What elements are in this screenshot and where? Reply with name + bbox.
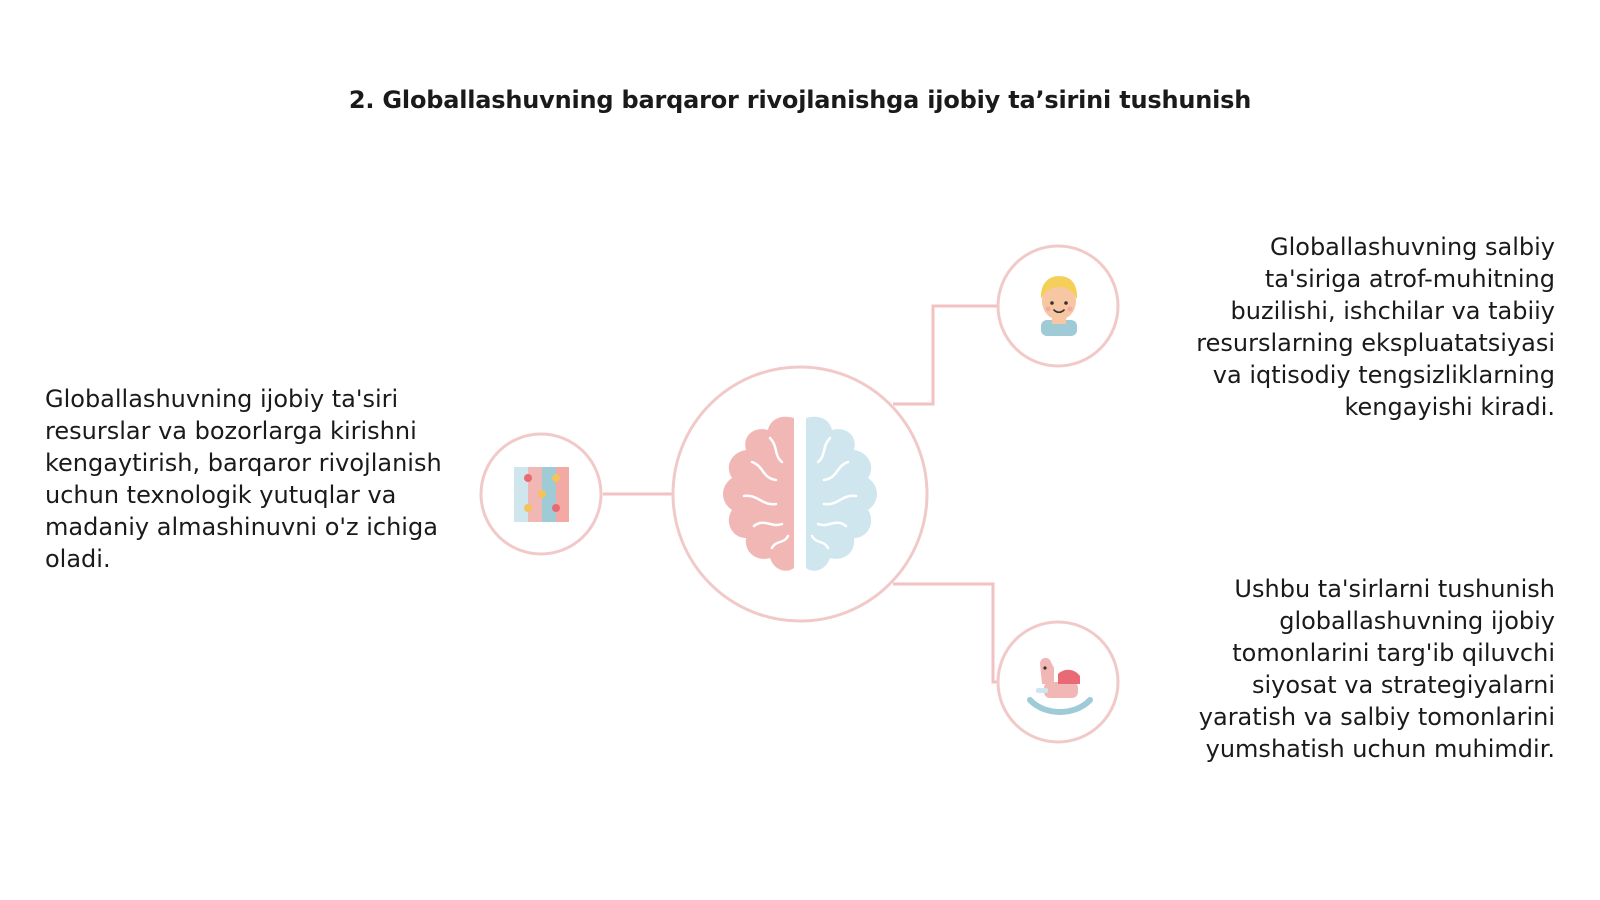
right-bottom-node — [998, 622, 1118, 742]
puzzle-icon — [514, 467, 569, 522]
connector-right-bottom — [893, 584, 998, 682]
child-face-icon — [1041, 276, 1077, 336]
right-top-description: Globallashuvning salbiy ta'siriga atrof-muhitning buzilishi, ishchilar va tabiiy resurslarning ekspluatatsiyasi va iqtisodiy tengsizliklarning kengayishi kiradi. — [1196, 233, 1555, 421]
right-top-node — [998, 246, 1118, 366]
connector-right-top — [893, 306, 998, 404]
left-node — [481, 434, 601, 554]
right-bottom-description: Ushbu ta'sirlarni tushunish globallashuvning ijobiy tomonlarini targ'ib qiluvchi siyosat va strategiyalarni yaratish va salbiy tomonlarini yumshatish uchun muhimdir. — [1198, 575, 1555, 763]
left-description: Globallashuvning ijobiy ta'siri resurslar va bozorlarga kirishni kengaytirish, barqaror rivojlanish uchun texnologik yutuqlar va madaniy almashinuvni o'z ichiga oladi. — [45, 385, 442, 573]
center-node — [673, 367, 927, 621]
page-title: 2. Globallashuvning barqaror rivojlanishga ijobiy ta’sirini tushunish — [348, 86, 1252, 114]
